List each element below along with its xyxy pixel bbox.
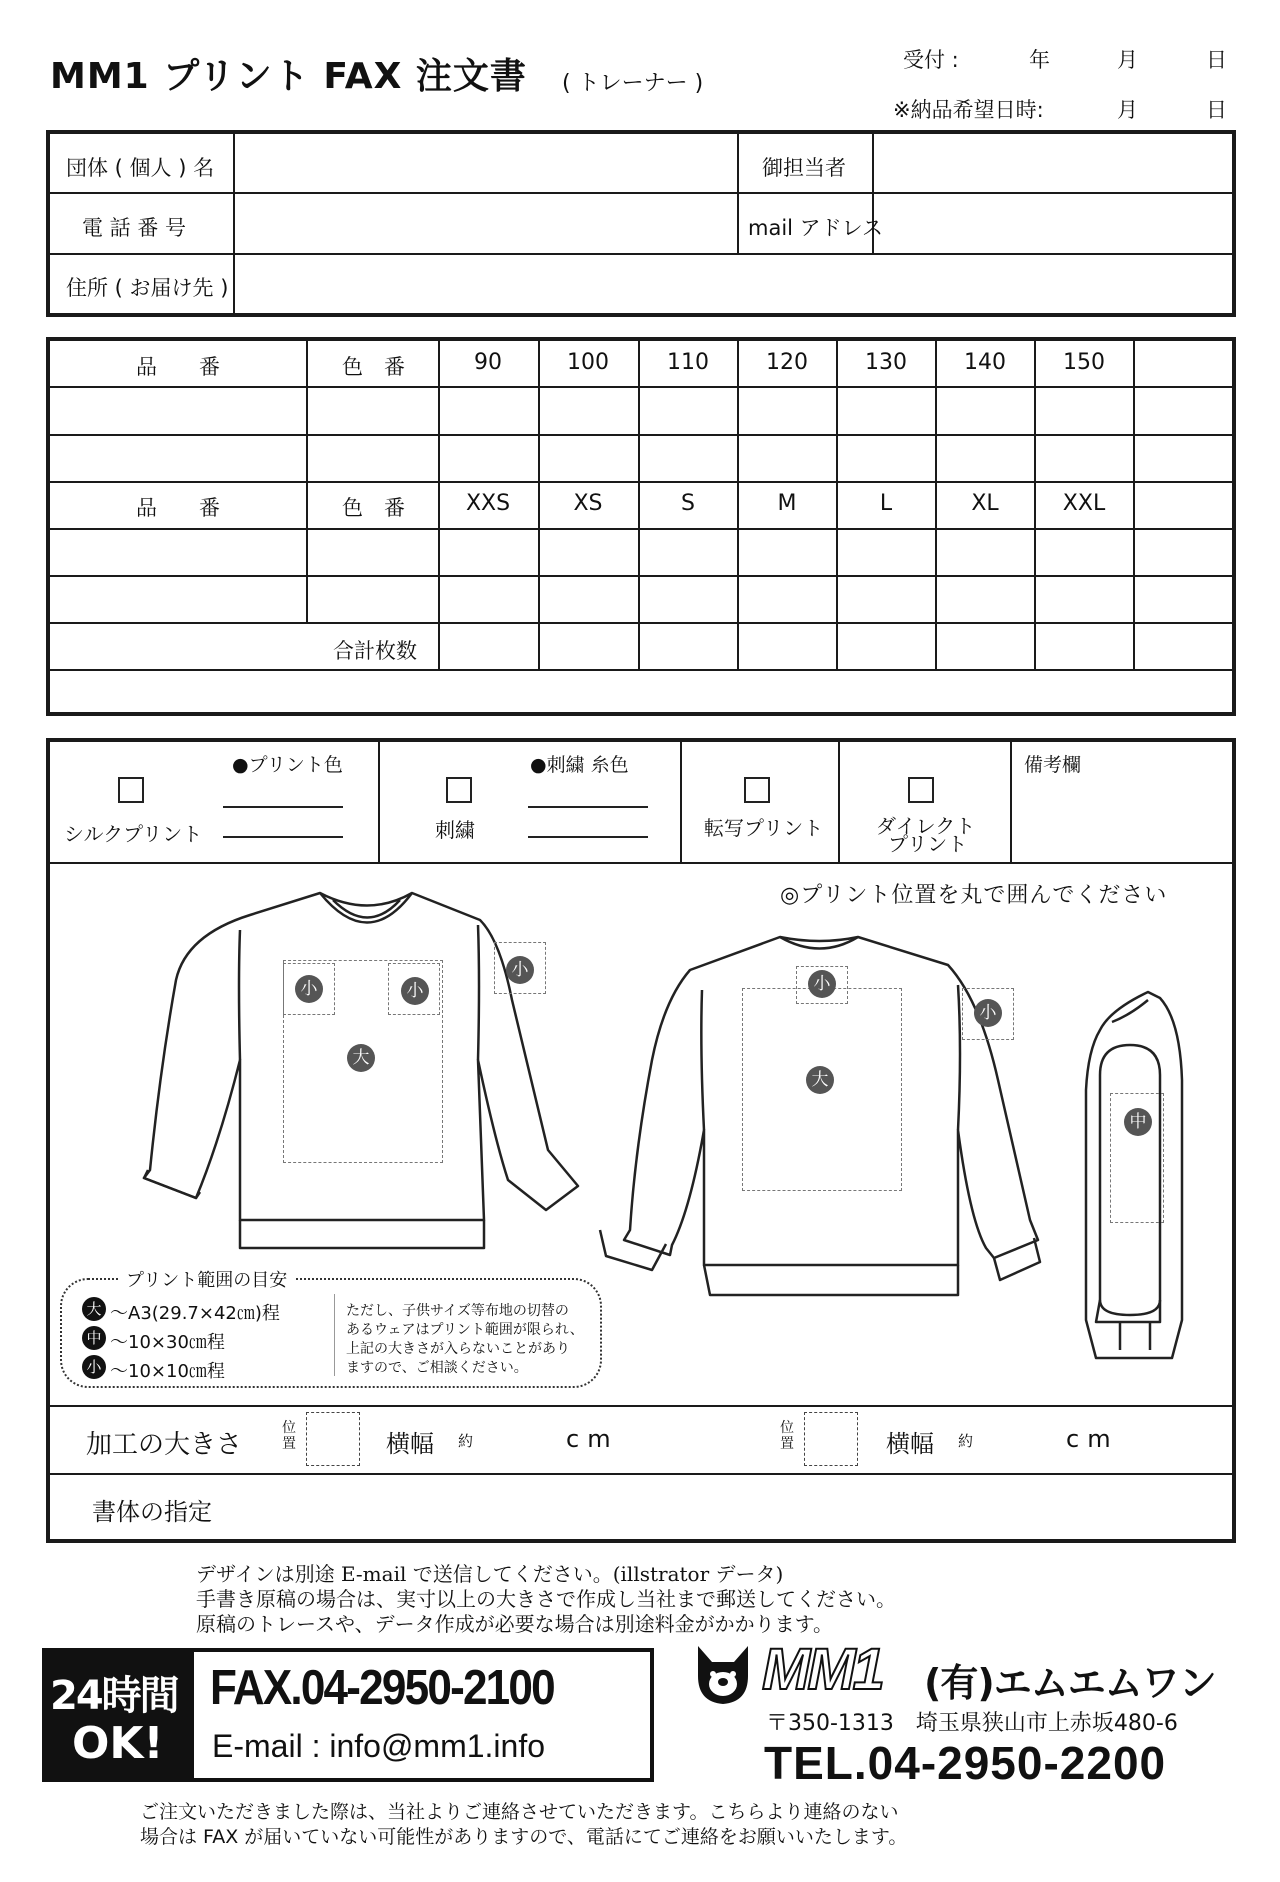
circle-instruction: ◎プリント位置を丸で囲んでください xyxy=(780,883,1168,908)
thread-color-label: ●刺繍 糸色 xyxy=(530,754,629,776)
company-name: (有)エムエムワン xyxy=(924,1661,1216,1705)
received-label: 受付 : xyxy=(903,48,959,72)
mm1-logo: MM1 xyxy=(762,1637,882,1702)
adult-size-xs: XS xyxy=(573,491,603,516)
guide-note-1: ただし、子供サイズ等布地の切替の xyxy=(346,1303,569,1319)
unit-label-1: cm xyxy=(566,1425,619,1453)
adult-size-s: S xyxy=(681,491,695,516)
kids-size-140: 140 xyxy=(964,350,1006,375)
group-name-label: 団体 ( 個人 ) 名 xyxy=(66,156,215,180)
delivery-day: 日 xyxy=(1206,98,1227,122)
dog-logo-icon xyxy=(692,1642,754,1706)
instruction-line-3: 原稿のトレースや、データ作成が必要な場合は別途料金がかかります。 xyxy=(196,1612,833,1636)
email-address[interactable]: E-mail : info@mm1.info xyxy=(212,1728,546,1764)
instruction-line-2: 手書き原稿の場合は、実寸以上の大きさで作成し当社まで郵送してください。 xyxy=(196,1587,896,1611)
guide-small-text: 〜10×10㎝程 xyxy=(110,1361,225,1382)
processing-size-label: 加工の大きさ xyxy=(86,1430,243,1460)
print-color-label: ●プリント色 xyxy=(232,754,343,776)
received-month: 月 xyxy=(1117,48,1138,72)
guide-small-icon: 小 xyxy=(82,1355,106,1379)
guide-medium-icon: 中 xyxy=(82,1326,106,1350)
address-label: 住所 ( お届け先 ) xyxy=(66,276,229,300)
guide-medium-text: 〜10×30㎝程 xyxy=(110,1332,225,1353)
back-large-marker[interactable]: 大 xyxy=(806,1066,834,1094)
phone-label: 電 話 番 号 xyxy=(82,216,187,240)
item-number-header: 品 番 xyxy=(136,355,220,379)
guide-note-2: あるウェアはプリント範囲が限られ、 xyxy=(346,1322,584,1338)
font-specification-field[interactable] xyxy=(250,1478,1228,1538)
contact-person-label: 御担当者 xyxy=(762,156,846,180)
position-box-2[interactable] xyxy=(804,1412,858,1466)
adult-size-xxs: XXS xyxy=(465,491,511,516)
kids-size-130: 130 xyxy=(865,350,907,375)
approx-label-2: 約 xyxy=(958,1432,974,1450)
front-sleeve-marker[interactable]: 小 xyxy=(506,956,534,984)
color-number-header: 色 番 xyxy=(342,355,405,379)
adult-size-l: L xyxy=(879,491,893,516)
kids-size-120: 120 xyxy=(766,350,808,375)
width-label-1: 横幅 xyxy=(386,1430,434,1458)
front-right-chest-marker[interactable]: 小 xyxy=(401,977,429,1005)
adult-size-xxl: XXL xyxy=(1062,491,1106,516)
fax-number[interactable]: FAX.04-2950-2100 xyxy=(210,1661,554,1715)
guide-large-icon: 大 xyxy=(82,1297,106,1321)
guide-note-4: ますので、ご相談ください。 xyxy=(346,1360,528,1376)
mail-label: mail アドレス xyxy=(748,216,884,240)
transfer-print-label: 転写プリント xyxy=(704,816,824,840)
guide-title: プリント範囲の目安 xyxy=(118,1266,295,1292)
position-label-2: 位置 xyxy=(780,1420,794,1452)
side-sleeve-marker[interactable]: 中 xyxy=(1124,1108,1152,1136)
delivery-month: 月 xyxy=(1117,98,1138,122)
remarks-label: 備考欄 xyxy=(1024,754,1082,776)
font-specification-label: 書体の指定 xyxy=(92,1498,212,1526)
direct-print-label-2: プリント xyxy=(888,832,968,856)
guide-note-3: 上記の大きさが入らないことがあり xyxy=(346,1341,570,1357)
front-left-chest-marker[interactable]: 小 xyxy=(295,975,323,1003)
kids-size-100: 100 xyxy=(567,350,609,375)
received-day: 日 xyxy=(1206,48,1227,72)
adult-size-m: M xyxy=(777,491,797,516)
24h-badge-line1: 24時間 xyxy=(50,1673,178,1719)
back-neck-marker[interactable]: 小 xyxy=(808,970,836,998)
width-label-2: 横幅 xyxy=(886,1430,934,1458)
position-box-1[interactable] xyxy=(306,1412,360,1466)
kids-size-110: 110 xyxy=(667,350,709,375)
kids-size-90: 90 xyxy=(474,350,502,375)
footer-note-1: ご注文いただきました際は、当社よりご連絡させていただきます。こちらより連絡のない xyxy=(140,1801,899,1823)
position-label-1: 位置 xyxy=(282,1420,296,1452)
received-year: 年 xyxy=(1029,48,1050,72)
embroidery-label: 刺繍 xyxy=(435,818,475,842)
kids-size-150: 150 xyxy=(1063,350,1105,375)
24h-badge-line2: OK! xyxy=(72,1718,164,1769)
guide-large-text: 〜A3(29.7×42㎝)程 xyxy=(110,1303,280,1324)
direct-print-label-1: ダイレクト xyxy=(876,814,976,838)
back-sleeve-marker[interactable]: 小 xyxy=(974,999,1002,1027)
front-large-marker[interactable]: 大 xyxy=(347,1044,375,1072)
unit-label-2: cm xyxy=(1066,1425,1119,1453)
adult-size-xl: XL xyxy=(971,491,999,516)
item-number-header-2: 品 番 xyxy=(136,496,220,520)
page-subtitle: ( トレーナー ) xyxy=(562,71,704,96)
telephone-number[interactable]: TEL.04-2950-2200 xyxy=(764,1737,1167,1789)
instruction-line-1: デザインは別途 E-mail で送信してください。(illstrator データ) xyxy=(196,1562,784,1586)
approx-label-1: 約 xyxy=(458,1432,474,1450)
footer-note-2: 場合は FAX が届いていない可能性がありますので、電話にてご連絡をお願いいたします。 xyxy=(140,1826,908,1848)
company-address: 〒350-1313 埼玉県狭山市上赤坂480-6 xyxy=(766,1711,1178,1736)
silk-print-label: シルクプリント xyxy=(64,822,203,846)
delivery-label: ※納品希望日時: xyxy=(893,98,1044,122)
total-count-label: 合計枚数 xyxy=(333,639,417,663)
page-title: MM1 プリント FAX 注文書 xyxy=(50,56,527,97)
color-number-header-2: 色 番 xyxy=(342,496,405,520)
